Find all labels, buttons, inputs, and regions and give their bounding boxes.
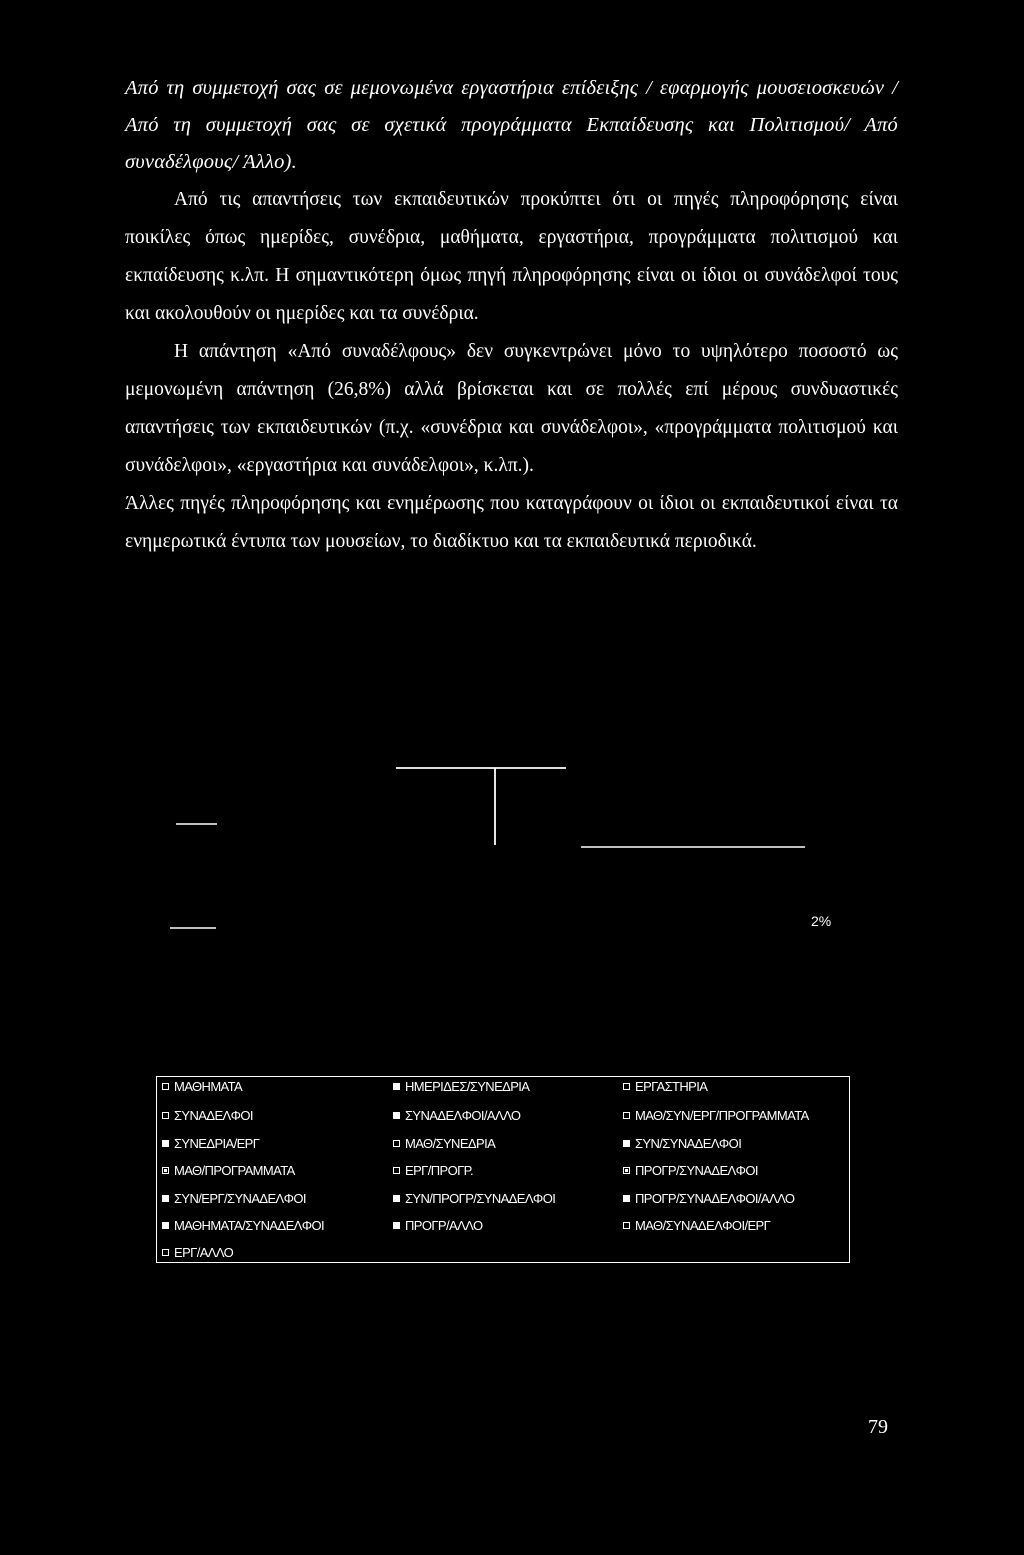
legend-label: ΣΥΝ/ΣΥΝΑΔΕΛΦΟΙ xyxy=(635,1136,742,1151)
legend-item xyxy=(162,1136,259,1151)
legend-item xyxy=(393,1136,495,1151)
legend-row xyxy=(157,1136,849,1156)
paragraph-sources: Από τις απαντήσεις των εκπαιδευτικών προκύπτει ότι οι πηγές πληροφόρησης είναι ποικίλες όπως ημερίδες, συνέδρια, μαθήματα, εργαστήρια, προγράμματα πολιτισμού και εκπαίδευσης κ.λπ. Η σημαντικότερη όμως πηγή πληροφόρησης είναι οι ίδιοι οι συνάδελφοί τους και ακολουθούν οι ημερίδες και τα συνέδρια. xyxy=(125,189,898,324)
legend-swatch-icon xyxy=(623,1140,630,1147)
legend-swatch-icon xyxy=(162,1167,169,1174)
legend-swatch-icon xyxy=(162,1222,169,1229)
legend-item xyxy=(162,1245,233,1260)
legend-label: ΜΑΘΗΜΑΤΑ/ΣΥΝΑΔΕΛΦΟΙ xyxy=(174,1218,325,1233)
legend-label: ΜΑΘ/ΠΡΟΓΡΑΜΜΑΤΑ xyxy=(174,1163,295,1178)
legend-swatch-icon xyxy=(162,1140,169,1147)
legend-swatch-icon xyxy=(393,1112,400,1119)
legend-swatch-icon xyxy=(623,1222,630,1229)
legend-swatch-icon xyxy=(623,1083,630,1090)
legend-item xyxy=(623,1108,809,1123)
legend-row xyxy=(157,1108,849,1128)
legend-item xyxy=(393,1108,520,1123)
legend-row xyxy=(157,1079,849,1099)
legend-swatch-icon xyxy=(393,1083,400,1090)
legend-label: ΣΥΝΕΔΡΙΑ/ΕΡΓ xyxy=(174,1136,260,1151)
legend-label: ΗΜΕΡΙΔΕΣ/ΣΥΝΕΔΡΙΑ xyxy=(405,1079,530,1094)
legend-label: ΣΥΝ/ΠΡΟΓΡ/ΣΥΝΑΔΕΛΦΟΙ xyxy=(405,1191,556,1206)
legend-swatch-icon xyxy=(623,1112,630,1119)
legend-swatch-icon xyxy=(393,1222,400,1229)
chart-legend xyxy=(156,1076,850,1263)
legend-swatch-icon xyxy=(393,1167,400,1174)
legend-item xyxy=(162,1218,324,1233)
legend-item xyxy=(623,1218,770,1233)
legend-item xyxy=(623,1191,794,1206)
legend-label: ΣΥΝ/ΕΡΓ/ΣΥΝΑΔΕΛΦΟΙ xyxy=(174,1191,306,1206)
legend-item xyxy=(162,1191,306,1206)
legend-item xyxy=(393,1163,473,1178)
legend-label: ΕΡΓ/ΠΡΟΓΡ. xyxy=(405,1163,474,1178)
legend-row xyxy=(157,1191,849,1211)
legend-label: ΠΡΟΓΡ/ΑΛΛΟ xyxy=(405,1218,483,1233)
page-number: 79 xyxy=(868,1416,888,1438)
legend-swatch-icon xyxy=(162,1083,169,1090)
legend-label: ΕΡΓΑΣΤΗΡΙΑ xyxy=(635,1079,708,1094)
legend-item xyxy=(393,1191,555,1206)
legend-swatch-icon xyxy=(623,1167,630,1174)
intro-italic-text: Από τη συμμετοχή σας σε μεμονωμένα εργαστήρια επίδειξης / εφαρμογής μουσειοσκευών /Από τη συμμετοχή σας σε σχετικά προγράμματα Εκπαίδευσης και Πολιτισμού/ Από συναδέλφους/ Άλλο). xyxy=(125,77,898,173)
legend-item xyxy=(162,1108,253,1123)
legend-row xyxy=(157,1245,849,1265)
legend-swatch-icon xyxy=(162,1249,169,1256)
legend-swatch-icon xyxy=(162,1112,169,1119)
legend-item xyxy=(623,1079,707,1094)
legend-label: ΜΑΘ/ΣΥΝΑΔΕΛΦΟΙ/ΕΡΓ xyxy=(635,1218,771,1233)
legend-swatch-icon xyxy=(623,1195,630,1202)
legend-item xyxy=(393,1218,483,1233)
legend-label: ΜΑΘ/ΣΥΝ/ΕΡΓ/ΠΡΟΓΡΑΜΜΑΤΑ xyxy=(635,1108,809,1123)
paragraph-colleagues: Η απάντηση «Από συναδέλφους» δεν συγκεντρώνει μόνο το υψηλότερο ποσοστό ως μεμονωμένη απάντηση (26,8%) αλλά βρίσκεται και σε πολλές επί μέρους συνδυαστικές απαντήσεις των εκπαιδευτικών (π.χ. «συνέδρια και συνάδελφοι», «προγράμματα πολιτισμού και συνάδελφοι», «εργαστήρια και συνάδελφοι», κ.λπ.). xyxy=(125,341,898,476)
paragraph-other-sources: Άλλες πηγές πληροφόρησης και ενημέρωσης που καταγράφουν οι ίδιοι οι εκπαιδευτικοί είναι τα ενημερωτικά έντυπα των μουσείων, το διαδίκτυο και τα εκπαιδευτικά περιοδικά. xyxy=(125,493,898,552)
legend-label: ΜΑΘΗΜΑΤΑ xyxy=(174,1079,243,1094)
legend-item xyxy=(162,1163,295,1178)
legend-swatch-icon xyxy=(393,1195,400,1202)
data-label-2pct: 2% xyxy=(811,913,832,929)
legend-label: ΜΑΘ/ΣΥΝΕΔΡΙΑ xyxy=(405,1136,496,1151)
legend-label: ΕΡΓ/ΑΛΛΟ xyxy=(174,1245,234,1260)
legend-item xyxy=(393,1079,529,1094)
legend-item xyxy=(162,1079,242,1094)
legend-label: ΣΥΝΑΔΕΛΦΟΙ xyxy=(174,1108,253,1123)
legend-swatch-icon xyxy=(393,1140,400,1147)
legend-row xyxy=(157,1163,849,1183)
legend-label: ΠΡΟΓΡ/ΣΥΝΑΔΕΛΦΟΙ/ΑΛΛΟ xyxy=(635,1191,795,1206)
legend-label: ΠΡΟΓΡ/ΣΥΝΑΔΕΛΦΟΙ xyxy=(635,1163,758,1178)
legend-label: ΣΥΝΑΔΕΛΦΟΙ/ΑΛΛΟ xyxy=(405,1108,521,1123)
legend-item xyxy=(623,1136,741,1151)
legend-swatch-icon xyxy=(162,1195,169,1202)
legend-item xyxy=(623,1163,758,1178)
legend-row xyxy=(157,1218,849,1238)
